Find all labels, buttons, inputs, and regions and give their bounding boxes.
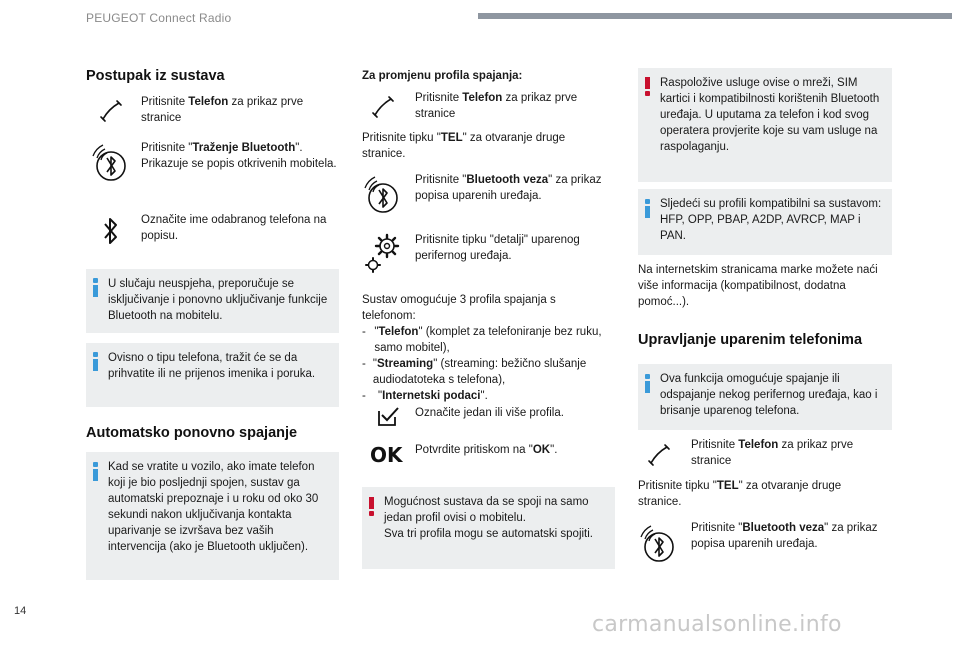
heading-postupak: Postupak iz sustava: [86, 68, 225, 84]
ok-button-icon: OK: [370, 443, 403, 467]
c2-step4: Označite jedan ili više profila.: [415, 407, 564, 419]
c1-step1: Pritisnite Telefon za prikaz prve stranice: [141, 96, 304, 124]
c2-step2: Pritisnite "Bluetooth veza" za prikaz popisa uparenih uređaja.: [415, 174, 602, 202]
info-icon: [93, 278, 98, 297]
warning-icon: [645, 77, 650, 96]
warning-services-text: Raspoložive usluge ovise o mreži, SIM kartici i kompatibilnosti korištenih Bluetooth uređaja. U uputama za telefon i kod svog operatera provjerite koje su vam usluge na raspolaganju.: [660, 77, 880, 153]
phone-handset-icon: [370, 94, 396, 120]
info-phonebook-text: Ovisno o tipu telefona, tražit će se da prihvatite ili ne prijenos imenika i poruka.: [108, 352, 316, 380]
info-box-manage: [638, 364, 892, 430]
phone-handset-icon: [98, 98, 124, 124]
heading-auto-reconnect: Automatsko ponovno spajanje: [86, 425, 298, 441]
c2-tel-text: Pritisnite tipku "TEL" za otvaranje druge stranice.: [362, 132, 566, 160]
c1-step3: Označite ime odabranog telefona na popisu.: [141, 214, 327, 242]
info-icon: [93, 352, 98, 371]
bluetooth-search-icon: [90, 141, 128, 185]
bluetooth-connection-icon: [638, 522, 676, 566]
profile-list-item: - "Streaming" (streaming: bežično slušanje audiodatoteka s telefona),: [362, 358, 587, 386]
c2-step1: Pritisnite Telefon za prikaz prve stranice: [415, 92, 578, 120]
profile-list-item: - "Internetski podaci".: [362, 390, 488, 402]
info-box-profiles-compat: [638, 189, 892, 255]
info-icon: [93, 462, 98, 481]
c1-step2: Pritisnite "Traženje Bluetooth". Prikazuje se popis otkrivenih mobitela.: [141, 142, 337, 170]
subheading-profile: Za promjenu profila spajanja:: [362, 70, 523, 82]
watermark: carmanualsonline.info: [592, 612, 842, 637]
running-header: PEUGEOT Connect Radio: [86, 11, 232, 25]
info-box-reconnect: [86, 452, 339, 580]
checkbox-check-icon: [376, 406, 400, 428]
info-box-phonebook: [86, 343, 339, 407]
gears-details-icon: [364, 230, 404, 274]
info-failure-text: U slučaju neuspjeha, preporučuje se isključivanje i ponovno uključivanje funkcije Bluetooth na mobitelu.: [108, 278, 328, 322]
c3-step2: Pritisnite "Bluetooth veza" za prikaz popisa uparenih uređaja.: [691, 522, 878, 550]
bluetooth-connection-icon: [362, 173, 400, 217]
warning-profile-text: Mogućnost sustava da se spoji na samo jedan profil ovisi o mobitelu. Sva tri profila mogu se automatski spojiti.: [384, 496, 594, 540]
c3-web-text: Na internetskim stranicama marke možete naći više informacija (kompatibilnost, dodatna pomoć...).: [638, 264, 878, 308]
c2-profiles-intro: Sustav omogućuje 3 profila spajanja s telefonom:: [362, 294, 556, 322]
info-icon: [645, 199, 650, 218]
heading-manage-paired: Upravljanje uparenim telefonima: [638, 332, 863, 348]
info-manage-text: Ova funkcija omogućuje spajanje ili odspajanje nekog perifernog uređaja, kao i brisanje uparenog telefona.: [660, 373, 878, 417]
info-box-failure: [86, 269, 339, 333]
header-bar: [478, 13, 952, 19]
c2-step3: Pritisnite tipku "detalji" uparenog perifernog uređaja.: [415, 234, 580, 262]
info-reconnect-text: Kad se vratite u vozilo, ako imate telefon koji je bio posljednji spojen, sustav ga automatski prepoznaje i u roku od oko 30 sekundi nakon uključivanja kontakta uparivanje se izvršava bez vaših intervencija (ako je Bluetooth uključen).: [108, 461, 319, 553]
c3-step1: Pritisnite Telefon za prikaz prve stranice: [691, 439, 854, 467]
c3-tel-text: Pritisnite tipku "TEL" za otvaranje druge stranice.: [638, 480, 842, 508]
c2-step5: Potvrdite pritiskom na "OK".: [415, 444, 558, 456]
phone-handset-icon: [646, 442, 672, 468]
info-profiles-compat-text: Sljedeći su profili kompatibilni sa sustavom: HFP, OPP, PBAP, A2DP, AVRCP, MAP i PAN.: [660, 198, 882, 242]
info-icon: [645, 374, 650, 393]
profile-list-item: - "Telefon" (komplet za telefoniranje bez ruku, samo mobitel),: [362, 326, 602, 354]
warning-box-profile: [362, 487, 615, 569]
warning-box-services: [638, 68, 892, 182]
bluetooth-icon: [101, 216, 121, 246]
warning-icon: [369, 497, 374, 516]
page-number: 14: [14, 605, 27, 617]
